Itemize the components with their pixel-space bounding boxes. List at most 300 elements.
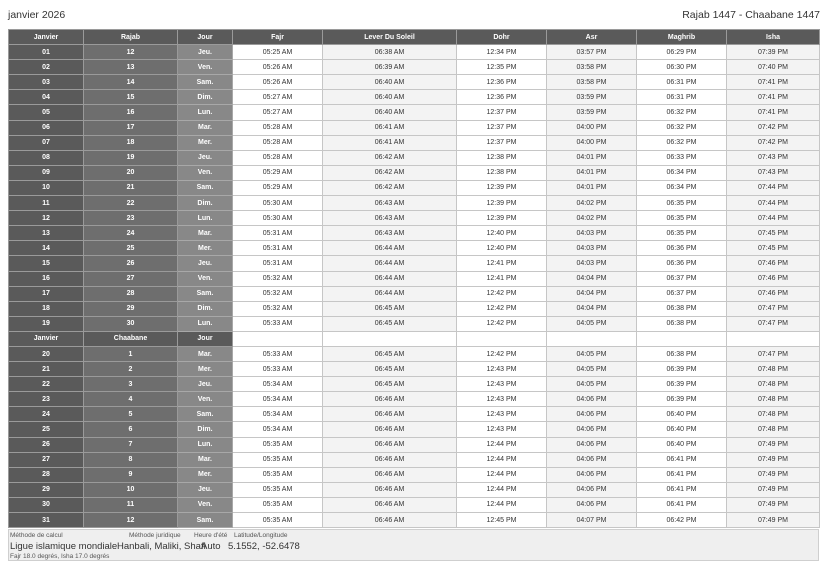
dohr-time: 12:44 PM — [457, 452, 547, 467]
weekday: Mar. — [178, 452, 233, 467]
maghrib-time: 06:31 PM — [637, 75, 727, 90]
fajr-time: 05:33 AM — [233, 316, 323, 331]
isha-time: 07:46 PM — [727, 271, 820, 286]
fajr-time: 05:26 AM — [233, 60, 323, 75]
month-title: janvier 2026 — [8, 9, 66, 21]
sunrise-time: 06:46 AM — [323, 407, 457, 422]
maghrib-time: 06:35 PM — [637, 211, 727, 226]
gregorian-day: 08 — [9, 150, 84, 165]
dohr-time: 12:40 PM — [457, 226, 547, 241]
gregorian-day: 27 — [9, 452, 84, 467]
isha-time: 07:49 PM — [727, 437, 820, 452]
maghrib-time: 06:32 PM — [637, 135, 727, 150]
asr-time: 04:01 PM — [547, 180, 637, 195]
dohr-time: 12:43 PM — [457, 422, 547, 437]
weekday: Lun. — [178, 211, 233, 226]
table-row — [9, 226, 820, 241]
sunrise-time: 06:45 AM — [323, 301, 457, 316]
maghrib-time: 06:34 PM — [637, 165, 727, 180]
sunrise-time: 06:44 AM — [323, 256, 457, 271]
weekday: Dim. — [178, 196, 233, 211]
gregorian-day: 05 — [9, 105, 84, 120]
gregorian-day: 31 — [9, 513, 84, 528]
asr-time: 04:02 PM — [547, 211, 637, 226]
hijri-day: 10 — [84, 482, 178, 497]
hijri-day: 8 — [84, 452, 178, 467]
sunrise-time: 06:41 AM — [323, 120, 457, 135]
sunrise-time: 06:46 AM — [323, 392, 457, 407]
asr-time: 03:59 PM — [547, 105, 637, 120]
fajr-time: 05:35 AM — [233, 452, 323, 467]
asr-time: 04:00 PM — [547, 120, 637, 135]
dohr-time: 12:37 PM — [457, 135, 547, 150]
hijri-day: 16 — [84, 105, 178, 120]
asr-time: 04:00 PM — [547, 135, 637, 150]
hijri-day: 13 — [84, 60, 178, 75]
angles-note: Fajr 18.0 degrés, Isha 17.0 degrés — [10, 553, 110, 560]
sunrise-time: 06:42 AM — [323, 150, 457, 165]
hijri-day: 26 — [84, 256, 178, 271]
weekday: Lun. — [178, 437, 233, 452]
asr-time: 03:57 PM — [547, 45, 637, 60]
isha-time: 07:43 PM — [727, 165, 820, 180]
fajr-time: 05:32 AM — [233, 286, 323, 301]
gregorian-day: 20 — [9, 346, 84, 361]
sunrise-time: 06:44 AM — [323, 271, 457, 286]
table-row — [9, 362, 820, 377]
dohr-time: 12:41 PM — [457, 271, 547, 286]
table-row — [9, 60, 820, 75]
table-row — [9, 105, 820, 120]
isha-time: 07:47 PM — [727, 316, 820, 331]
fajr-time: 05:30 AM — [233, 196, 323, 211]
table-row — [9, 377, 820, 392]
col-header-isha: Isha — [727, 30, 820, 45]
dohr-time: 12:38 PM — [457, 150, 547, 165]
hijri-day: 18 — [84, 135, 178, 150]
asr-time: 04:06 PM — [547, 437, 637, 452]
weekday: Mar. — [178, 120, 233, 135]
dohr-time: 12:43 PM — [457, 377, 547, 392]
sunrise-time: 06:44 AM — [323, 286, 457, 301]
subheader-day: Jour — [178, 331, 233, 346]
hijri-day: 21 — [84, 180, 178, 195]
isha-time: 07:49 PM — [727, 497, 820, 512]
gregorian-day: 24 — [9, 407, 84, 422]
weekday: Lun. — [178, 105, 233, 120]
dohr-time: 12:34 PM — [457, 45, 547, 60]
weekday: Sam. — [178, 75, 233, 90]
asr-time: 04:04 PM — [547, 301, 637, 316]
dohr-time: 12:36 PM — [457, 90, 547, 105]
weekday: Lun. — [178, 316, 233, 331]
hijri-day: 15 — [84, 90, 178, 105]
gregorian-day: 26 — [9, 437, 84, 452]
gregorian-day: 03 — [9, 75, 84, 90]
gregorian-day: 16 — [9, 271, 84, 286]
maghrib-time: 06:41 PM — [637, 482, 727, 497]
fajr-time: 05:32 AM — [233, 301, 323, 316]
sunrise-time: 06:45 AM — [323, 346, 457, 361]
isha-time: 07:45 PM — [727, 241, 820, 256]
table-row — [9, 422, 820, 437]
col-header-dohr: Dohr — [457, 30, 547, 45]
hijri-day: 11 — [84, 497, 178, 512]
dohr-time: 12:44 PM — [457, 467, 547, 482]
sunrise-time: 06:42 AM — [323, 165, 457, 180]
sunrise-time: 06:45 AM — [323, 362, 457, 377]
fajr-time: 05:34 AM — [233, 392, 323, 407]
dst-value: Auto — [201, 541, 221, 552]
maghrib-time: 06:36 PM — [637, 256, 727, 271]
table-row — [9, 316, 820, 331]
isha-time: 07:48 PM — [727, 422, 820, 437]
weekday: Sam. — [178, 180, 233, 195]
hijri-day: 20 — [84, 165, 178, 180]
maghrib-time: 06:35 PM — [637, 196, 727, 211]
table-row — [9, 90, 820, 105]
table-row — [9, 256, 820, 271]
gregorian-day: 15 — [9, 256, 84, 271]
weekday: Jeu. — [178, 45, 233, 60]
maghrib-time: 06:30 PM — [637, 60, 727, 75]
hijri-day: 2 — [84, 362, 178, 377]
isha-time: 07:44 PM — [727, 180, 820, 195]
hijri-day: 29 — [84, 301, 178, 316]
maghrib-time: 06:37 PM — [637, 286, 727, 301]
sunrise-time: 06:42 AM — [323, 180, 457, 195]
calculation-footer — [8, 529, 819, 561]
sunrise-time: 06:40 AM — [323, 90, 457, 105]
table-row — [9, 45, 820, 60]
sunrise-time: 06:41 AM — [323, 135, 457, 150]
table-row — [9, 497, 820, 512]
fajr-time: 05:35 AM — [233, 513, 323, 528]
fajr-time: 05:26 AM — [233, 75, 323, 90]
rajab-rows — [9, 45, 820, 332]
latlon-label: Latitude/Longitude — [234, 532, 288, 539]
gregorian-day: 14 — [9, 241, 84, 256]
table-row — [9, 437, 820, 452]
dohr-time: 12:35 PM — [457, 60, 547, 75]
chaabane-subheader — [9, 331, 820, 346]
asr-time: 04:06 PM — [547, 422, 637, 437]
hijri-day: 17 — [84, 120, 178, 135]
hijri-day: 9 — [84, 467, 178, 482]
asr-time: 04:06 PM — [547, 452, 637, 467]
asr-time: 04:04 PM — [547, 286, 637, 301]
isha-time: 07:44 PM — [727, 196, 820, 211]
isha-time: 07:41 PM — [727, 105, 820, 120]
isha-time: 07:46 PM — [727, 286, 820, 301]
fajr-time: 05:28 AM — [233, 150, 323, 165]
isha-time: 07:43 PM — [727, 150, 820, 165]
hijri-day: 3 — [84, 377, 178, 392]
gregorian-day: 28 — [9, 467, 84, 482]
hijri-day: 22 — [84, 196, 178, 211]
weekday: Ven. — [178, 497, 233, 512]
sunrise-time: 06:46 AM — [323, 467, 457, 482]
dohr-time: 12:37 PM — [457, 105, 547, 120]
col-header-day: Jour — [178, 30, 233, 45]
fajr-time: 05:30 AM — [233, 211, 323, 226]
hijri-day: 30 — [84, 316, 178, 331]
gregorian-day: 04 — [9, 90, 84, 105]
weekday: Mar. — [178, 346, 233, 361]
fajr-time: 05:35 AM — [233, 437, 323, 452]
hijri-day: 27 — [84, 271, 178, 286]
weekday: Sam. — [178, 407, 233, 422]
table-row — [9, 196, 820, 211]
month-subheader-row — [9, 331, 820, 346]
dohr-time: 12:43 PM — [457, 362, 547, 377]
sunrise-time: 06:40 AM — [323, 105, 457, 120]
asr-time: 03:59 PM — [547, 90, 637, 105]
fajr-time: 05:35 AM — [233, 482, 323, 497]
fajr-time: 05:29 AM — [233, 165, 323, 180]
hijri-day: 7 — [84, 437, 178, 452]
dohr-time: 12:43 PM — [457, 407, 547, 422]
fajr-time: 05:28 AM — [233, 120, 323, 135]
isha-time: 07:49 PM — [727, 482, 820, 497]
asr-time: 04:06 PM — [547, 407, 637, 422]
asr-time: 04:01 PM — [547, 150, 637, 165]
prayer-times-table — [8, 29, 820, 528]
dohr-time: 12:42 PM — [457, 316, 547, 331]
col-header-hijri: Rajab — [84, 30, 178, 45]
dohr-time: 12:39 PM — [457, 180, 547, 195]
weekday: Sam. — [178, 513, 233, 528]
maghrib-time: 06:39 PM — [637, 377, 727, 392]
dohr-time: 12:36 PM — [457, 75, 547, 90]
isha-time: 07:47 PM — [727, 301, 820, 316]
table-row — [9, 392, 820, 407]
fajr-time: 05:31 AM — [233, 256, 323, 271]
sunrise-time: 06:43 AM — [323, 196, 457, 211]
gregorian-day: 19 — [9, 316, 84, 331]
weekday: Jeu. — [178, 482, 233, 497]
hijri-day: 4 — [84, 392, 178, 407]
table-row — [9, 452, 820, 467]
dohr-time: 12:42 PM — [457, 286, 547, 301]
gregorian-day: 21 — [9, 362, 84, 377]
table-row — [9, 482, 820, 497]
chaabane-rows — [9, 346, 820, 527]
gregorian-day: 07 — [9, 135, 84, 150]
dst-label: Heure d'été — [194, 532, 228, 539]
weekday: Jeu. — [178, 150, 233, 165]
col-header-asr: Asr — [547, 30, 637, 45]
table-row — [9, 346, 820, 361]
isha-time: 07:49 PM — [727, 467, 820, 482]
fajr-time: 05:27 AM — [233, 90, 323, 105]
maghrib-time: 06:39 PM — [637, 362, 727, 377]
gregorian-day: 01 — [9, 45, 84, 60]
table-row — [9, 165, 820, 180]
maghrib-time: 06:41 PM — [637, 467, 727, 482]
hijri-day: 6 — [84, 422, 178, 437]
maghrib-time: 06:41 PM — [637, 452, 727, 467]
maghrib-time: 06:36 PM — [637, 241, 727, 256]
dohr-time: 12:44 PM — [457, 497, 547, 512]
asr-time: 03:58 PM — [547, 60, 637, 75]
sunrise-time: 06:43 AM — [323, 226, 457, 241]
hijri-day: 24 — [84, 226, 178, 241]
asr-time: 03:58 PM — [547, 75, 637, 90]
fajr-time: 05:35 AM — [233, 467, 323, 482]
weekday: Mer. — [178, 241, 233, 256]
gregorian-day: 10 — [9, 180, 84, 195]
hijri-day: 28 — [84, 286, 178, 301]
maghrib-time: 06:35 PM — [637, 226, 727, 241]
maghrib-time: 06:40 PM — [637, 407, 727, 422]
asr-time: 04:06 PM — [547, 392, 637, 407]
isha-time: 07:48 PM — [727, 362, 820, 377]
sunrise-time: 06:45 AM — [323, 377, 457, 392]
dohr-time: 12:42 PM — [457, 301, 547, 316]
col-header-gregorian: Janvier — [9, 30, 84, 45]
method-value: Ligue islamique mondiale — [10, 541, 118, 552]
isha-time: 07:47 PM — [727, 346, 820, 361]
weekday: Mer. — [178, 467, 233, 482]
sunrise-time: 06:43 AM — [323, 211, 457, 226]
isha-time: 07:42 PM — [727, 135, 820, 150]
hijri-day: 25 — [84, 241, 178, 256]
isha-time: 07:42 PM — [727, 120, 820, 135]
asr-time: 04:05 PM — [547, 316, 637, 331]
gregorian-day: 30 — [9, 497, 84, 512]
dohr-time: 12:39 PM — [457, 211, 547, 226]
dohr-time: 12:43 PM — [457, 392, 547, 407]
maghrib-time: 06:37 PM — [637, 271, 727, 286]
dohr-time: 12:42 PM — [457, 346, 547, 361]
fajr-time: 05:34 AM — [233, 377, 323, 392]
table-row — [9, 75, 820, 90]
gregorian-day: 25 — [9, 422, 84, 437]
hijri-day: 14 — [84, 75, 178, 90]
table-row — [9, 150, 820, 165]
table-row — [9, 135, 820, 150]
weekday: Jeu. — [178, 377, 233, 392]
asr-time: 04:05 PM — [547, 346, 637, 361]
subheader-hijri: Chaabane — [84, 331, 178, 346]
isha-time: 07:48 PM — [727, 392, 820, 407]
weekday: Ven. — [178, 165, 233, 180]
fajr-time: 05:33 AM — [233, 362, 323, 377]
table-row — [9, 180, 820, 195]
fajr-time: 05:34 AM — [233, 422, 323, 437]
asr-time: 04:01 PM — [547, 165, 637, 180]
sunrise-time: 06:45 AM — [323, 316, 457, 331]
juristic-label: Méthode juridique — [129, 532, 181, 539]
fajr-time: 05:33 AM — [233, 346, 323, 361]
table-header-row — [9, 30, 820, 45]
asr-time: 04:02 PM — [547, 196, 637, 211]
table-row — [9, 271, 820, 286]
asr-time: 04:04 PM — [547, 271, 637, 286]
table-row — [9, 513, 820, 528]
asr-time: 04:07 PM — [547, 513, 637, 528]
gregorian-day: 23 — [9, 392, 84, 407]
maghrib-time: 06:38 PM — [637, 346, 727, 361]
hijri-day: 19 — [84, 150, 178, 165]
isha-time: 07:48 PM — [727, 377, 820, 392]
isha-time: 07:44 PM — [727, 211, 820, 226]
dohr-time: 12:37 PM — [457, 120, 547, 135]
hijri-day: 23 — [84, 211, 178, 226]
gregorian-day: 22 — [9, 377, 84, 392]
dohr-time: 12:44 PM — [457, 437, 547, 452]
fajr-time: 05:35 AM — [233, 497, 323, 512]
isha-time: 07:49 PM — [727, 513, 820, 528]
weekday: Ven. — [178, 60, 233, 75]
dohr-time: 12:40 PM — [457, 241, 547, 256]
isha-time: 07:41 PM — [727, 90, 820, 105]
latlon-value: 5.1552, -52.6478 — [228, 541, 300, 552]
gregorian-day: 09 — [9, 165, 84, 180]
gregorian-day: 06 — [9, 120, 84, 135]
col-header-fajr: Fajr — [233, 30, 323, 45]
weekday: Ven. — [178, 271, 233, 286]
fajr-time: 05:34 AM — [233, 407, 323, 422]
weekday: Dim. — [178, 422, 233, 437]
isha-time: 07:39 PM — [727, 45, 820, 60]
sunrise-time: 06:44 AM — [323, 241, 457, 256]
fajr-time: 05:28 AM — [233, 135, 323, 150]
sunrise-time: 06:38 AM — [323, 45, 457, 60]
maghrib-time: 06:33 PM — [637, 150, 727, 165]
gregorian-day: 29 — [9, 482, 84, 497]
sunrise-time: 06:39 AM — [323, 60, 457, 75]
fajr-time: 05:29 AM — [233, 180, 323, 195]
col-header-sunrise: Lever Du Soleil — [323, 30, 457, 45]
dohr-time: 12:41 PM — [457, 256, 547, 271]
maghrib-time: 06:40 PM — [637, 422, 727, 437]
maghrib-time: 06:40 PM — [637, 437, 727, 452]
weekday: Sam. — [178, 286, 233, 301]
asr-time: 04:03 PM — [547, 226, 637, 241]
table-row — [9, 286, 820, 301]
gregorian-day: 11 — [9, 196, 84, 211]
weekday: Dim. — [178, 301, 233, 316]
maghrib-time: 06:38 PM — [637, 316, 727, 331]
sunrise-time: 06:46 AM — [323, 513, 457, 528]
fajr-time: 05:32 AM — [233, 271, 323, 286]
method-label: Méthode de calcul — [10, 532, 63, 539]
fajr-time: 05:25 AM — [233, 45, 323, 60]
fajr-time: 05:31 AM — [233, 226, 323, 241]
hijri-day: 12 — [84, 513, 178, 528]
gregorian-day: 12 — [9, 211, 84, 226]
hijri-range: Rajab 1447 - Chaabane 1447 — [682, 9, 820, 21]
col-header-maghrib: Maghrib — [637, 30, 727, 45]
gregorian-day: 02 — [9, 60, 84, 75]
sunrise-time: 06:46 AM — [323, 482, 457, 497]
table-row — [9, 120, 820, 135]
weekday: Jeu. — [178, 256, 233, 271]
maghrib-time: 06:39 PM — [637, 392, 727, 407]
asr-time: 04:06 PM — [547, 482, 637, 497]
maghrib-time: 06:38 PM — [637, 301, 727, 316]
asr-time: 04:05 PM — [547, 362, 637, 377]
asr-time: 04:05 PM — [547, 377, 637, 392]
isha-time: 07:46 PM — [727, 256, 820, 271]
juristic-value: Hanbali, Maliki, Shafi — [117, 541, 206, 552]
dohr-time: 12:38 PM — [457, 165, 547, 180]
table-row — [9, 407, 820, 422]
subheader-gregorian: Janvier — [9, 331, 84, 346]
isha-time: 07:41 PM — [727, 75, 820, 90]
